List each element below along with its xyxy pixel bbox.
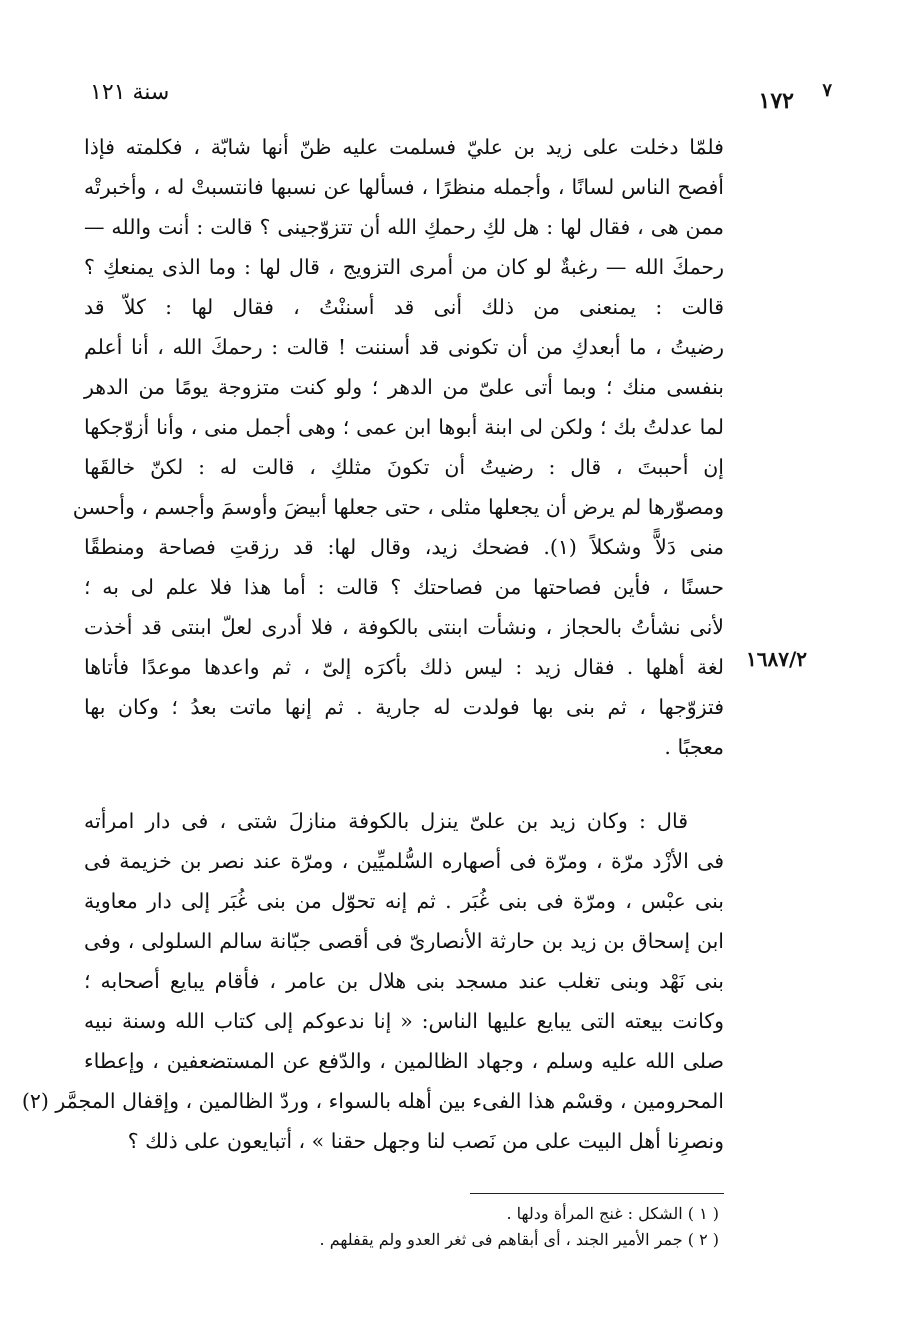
text-line: قال : وكان زيد بن علىّ ينزل بالكوفة منازلَ شتى ، فى دار امرأته [84,809,688,833]
text-line: بنى عبْس ، ومرّة فى بنى غُبَر . ثم إنه تحوّل من بنى غُبَر إلى دار معاوية [84,889,724,913]
text-line: ونصرِنا أهل البيت على من نَصب لنا وجهل حقنا » ، أتبايعون على ذلك ؟ [127,1129,724,1153]
text-line: منى دَلاًّ وشكلاً (١). فضحك زيد، وقال لها: قد رزقتِ فصاحة ومنطقًا [84,535,725,559]
text-line: لأنى نشأتُ بالحجاز ، ونشأت ابنتى بالكوفة ، فلا أدرى لعلّ ابنتى قد أخذت [84,615,724,639]
text-line: المحرومين ، وقسْم هذا الفىء بين أهله بالسواء ، وردّ الظالمين ، وإقفال المجمَّر (٢) [21,1089,724,1113]
text-line: معجبًا . [664,735,724,759]
year-label: سنة ١٢١ [90,80,170,105]
text-line: وكانت بيعته التى يبايع عليها الناس: « إنا ندعوكم إلى كتاب الله وسنة نبيه [84,1009,724,1033]
footnote-line: ( ٢ ) جمر الأمير الجند ، أى أبقاهم فى ثغر العدو ولم يقفلهم . [319,1230,719,1249]
text-line: بنى نَهْد وبنى تغلب عند مسجد بنى هلال بن عامر ، فأقام يبايع أصحابه ؛ [84,969,724,993]
text-line: ابن إسحاق بن زيد بن حارثة الأنصارىّ فى أقصى جبّانة سالم السلولى ، وفى [84,929,724,953]
text-line: لما عدلتُ بك ؛ ولكن لى ابنة أبوها ابن عمى ؛ وهى أجمل منى ، وأنا أزوّجكها [84,415,724,439]
text-line: ومصوّرها لم يرض أن يجعلها مثلى ، حتى جعلها أبيضَ وأوسمَ وأجسم ، وأحسن [72,495,724,519]
page-number: ١٧٢ [758,88,794,114]
text-line: صلى الله عليه وسلم ، وجهاد الظالمين ، والدّفع عن المستضعفين ، وإعطاء [84,1049,724,1073]
text-line: بنفسى منك ؛ وبما أتى علىّ من الدهر ؛ ولو كنت متزوجة يومًا من الدهر [84,375,724,399]
text-line: رضيتُ ، ما أبعدكِ من أن تكونى قد أسننت ! قالت : رحمكَ الله ، أنا أعلم [84,335,724,359]
text-line: رحمكَ الله — رغبةٌ لو كان من أمرى التزويج ، قال لها : وما الذى يمنعكِ ؟ [84,255,724,279]
text-line: قالت : يمنعنى من ذلك أنى قد أسننْتُ ، فقال لها : كلاّ قد [84,295,724,319]
paragraph-1 [72,127,725,767]
text-line: حسنًا ، فأين فصاحتها من فصاحتك ؟ قالت : أما هذا فلا علم لى به ؛ [84,575,724,599]
paragraph-2 [21,801,724,1161]
footnotes [259,1201,719,1253]
margin-reference: ١٦٨٧/٢ [746,647,808,671]
footnote-divider [470,1193,724,1194]
text-line: أفصح الناس لسانًا ، وأجمله منظرًا ، فسألها عن نسبها فانتسبتْ له ، وأخبرتْه [84,175,724,199]
text-line: ممن هى ، فقال لها : هل لكِ رحمكِ الله أن تتزوّجينى ؟ قالت : أنت والله — [84,215,724,239]
text-line: فى الأزْد مرّة ، ومرّة فى أصهاره السُّلميِّين ، ومرّة عند نصر بن خزيمة فى [84,849,724,873]
text-line: لغة أهلها . فقال زيد : ليس ذلك بأكرَه إلىّ ، ثم واعدها موعدًا فأتاها [84,655,724,679]
text-line: فلمّا دخلت على زيد بن عليّ فسلمت عليه ظنّ أنها شابّة ، فكلمته فإذا [84,135,724,159]
text-line: إن أحببتَ ، قال : رضيتُ أن تكونَ مثلكِ ، قالت له : لكنّ خالقَها [84,455,724,479]
corner-mark: ٧ [822,80,832,101]
footnote-line: ( ١ ) الشكل : غنج المرأة ودلها . [506,1204,719,1223]
text-line: فتزوّجها ، ثم بنى بها فولدت له جارية . ثم إنها ماتت بعدُ ؛ وكان بها [84,695,724,719]
